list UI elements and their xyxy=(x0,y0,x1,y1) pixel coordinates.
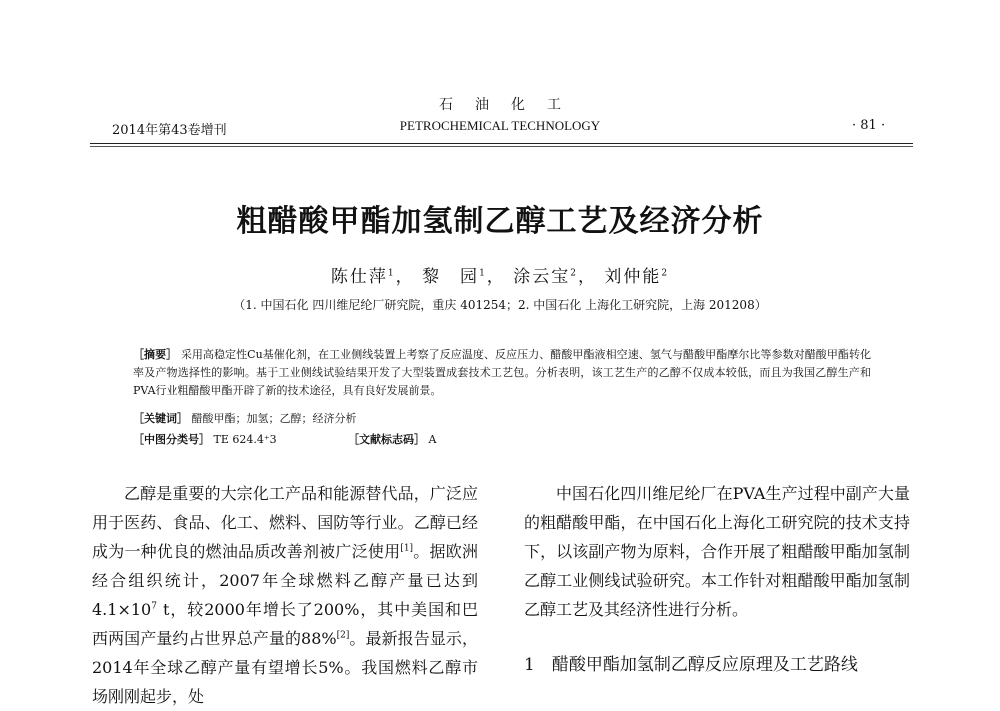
abstract-text: 采用高稳定性Cu基催化剂，在工业侧线装置上考察了反应温度、反应压力、醋酸甲酯液相空速、氢气与醋酸甲酯摩尔比等参数对醋酸甲酯转化率及产物选择性的影响。基于工业侧线试验结果开发了大型装置成套技术工艺包。分析表明，该工艺生产的乙醇不仅成本较低，而且为我国乙醇生产和PVA行业粗醋酸甲酯开辟了新的技术途径，具有良好发展前景。 xyxy=(133,348,872,397)
citation: [1] xyxy=(400,543,414,554)
body-text: 。据欧洲经合组织统计，2007年全球燃料乙醇产量已达到4.1×10 xyxy=(92,542,478,619)
body-column-right xyxy=(524,479,910,624)
author-separator: ， xyxy=(395,267,415,287)
author-affil-mark: 2 xyxy=(570,268,578,279)
citation: [2] xyxy=(336,630,350,641)
body-column-left xyxy=(92,479,478,711)
body-text: 中国石化四川维尼纶厂在PVA生产过程中副产大量的粗醋酸甲酯，在中国石化上海化工研究院的技术支持下，以该副产物为原料，合作开展了粗醋酸甲酯加氢制乙醇工业侧线试验研究。本工作针对粗醋酸甲酯加氢制乙醇工艺及其经济性进行分析。 xyxy=(524,484,910,619)
keywords-label: ［关键词］ xyxy=(133,412,188,425)
document-code-label: ［文献标志码］ xyxy=(348,433,425,446)
header-rule xyxy=(90,143,913,144)
document-code-text: A xyxy=(428,433,437,446)
classification-label: ［中图分类号］ xyxy=(133,433,210,446)
author-list xyxy=(0,262,1000,287)
body-text: 乙醇是重要的大宗化工产品和能源替代品，广泛应用于医药、食品、化工、燃料、国防等行业。乙醇已经成为一种优良的燃油品质改善剂被广泛使用 xyxy=(92,484,478,561)
author-name: 陈仕萍 xyxy=(330,267,388,287)
abstract xyxy=(133,346,871,400)
author-affil-mark: 1 xyxy=(387,268,396,279)
author-affil-mark: 2 xyxy=(661,268,670,279)
affiliations: （1. 中国石化 四川维尼纶厂研究院，重庆 401254；2. 中国石化 上海化工研究院，上海 201208） xyxy=(233,298,767,312)
abstract-label: ［摘要］ xyxy=(133,348,178,361)
author-separator: ， xyxy=(577,267,597,287)
journal-name-cn: 石油化工 xyxy=(439,97,583,113)
classification-text: TE 624.4⁺3 xyxy=(213,433,277,446)
section-heading: 1 醋酸甲酯加氢制乙醇反应原理及工艺路线 xyxy=(524,655,858,675)
exponent: 7 xyxy=(151,601,157,612)
header-rule-secondary xyxy=(90,146,913,147)
keywords xyxy=(133,410,357,426)
body-text: 。最新报告显示，2014年全球乙醇产量有望增长5%。我国燃料乙醇市场刚刚起步，处 xyxy=(92,629,478,706)
author-separator: ， xyxy=(486,267,506,287)
body-text: t，较2000年增长了200%，其中美国和巴西两国产量约占世界总产量的88% xyxy=(92,600,478,648)
journal-name-en: PETROCHEMICAL TECHNOLOGY xyxy=(399,118,601,133)
page-number: · 81 · xyxy=(852,118,886,133)
author-name: 刘仲能 xyxy=(604,267,662,287)
document-code xyxy=(348,431,436,447)
author-affil-mark: 1 xyxy=(479,268,487,279)
author-name: 黎 园 xyxy=(422,267,480,287)
keywords-text: 醋酸甲酯；加氢；乙醇；经济分析 xyxy=(191,412,357,425)
issue-label: 2014年第43卷增刊 xyxy=(112,123,227,138)
paper-title: 粗醋酸甲酯加氢制乙醇工艺及经济分析 xyxy=(236,204,764,239)
classification xyxy=(133,431,277,447)
author-name: 涂云宝 xyxy=(513,267,571,287)
